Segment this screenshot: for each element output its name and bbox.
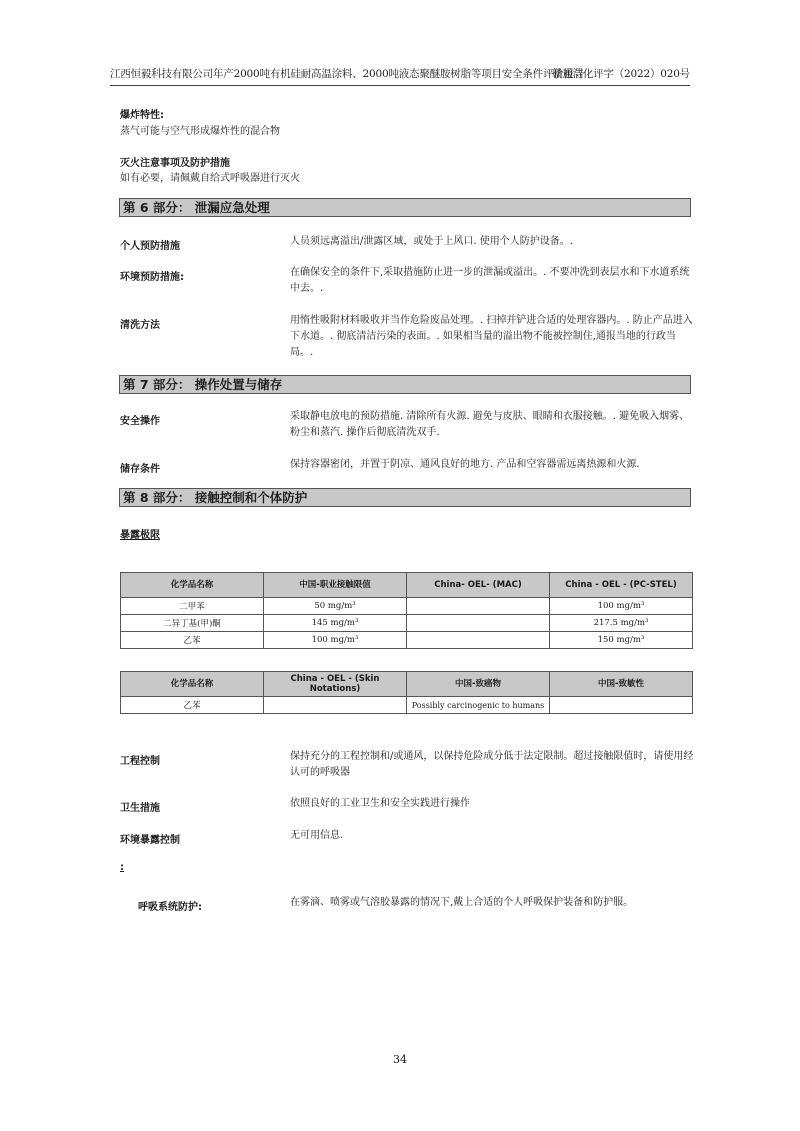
page-header <box>110 66 690 86</box>
personal-precautions-value: 人员须远离溢出/泄露区域，或处于上风口. 使用个人防护设备。. <box>290 236 573 247</box>
table-row <box>121 697 693 714</box>
header-ref: 赣通浔化评字（2022）020号 <box>551 68 690 80</box>
safe-handling-value: 采取静电放电的预防措施. 清除所有火源. 避免与皮肤、眼睛和衣服接触。. 避免吸入烟雾、粉尘和蒸汽. 操作后彻底清洗双手. <box>290 411 690 438</box>
table-cell <box>407 598 550 615</box>
table-cell: 100 mg/m³ <box>550 598 693 615</box>
table-cell: 150 mg/m³ <box>550 632 693 649</box>
environmental-precautions-label: 环境预防措施: <box>120 272 184 283</box>
storage-conditions-label: 储存条件 <box>120 464 160 475</box>
fire-text: 如有必要，请佩戴自给式呼吸器进行灭火 <box>120 173 300 184</box>
table-header-cell: 中国-致敏性 <box>550 672 693 697</box>
colon-mark: : <box>120 862 124 873</box>
respiratory-protection-label: 呼吸系统防护: <box>138 902 202 913</box>
table-row <box>121 615 693 632</box>
personal-precautions-label: 个人预防措施 <box>120 241 180 252</box>
cleanup-methods-value: 用惰性吸附材料吸收并当作危险废品处理。. 扫掉并铲进合适的处理容器内。. 防止产品进入下水道。. 彻底清洁污染的表面。. 如果相当量的溢出物不能被控制住,通报当地的行政当局。. <box>290 315 693 358</box>
page-number: 34 <box>393 1053 407 1066</box>
fire-title: 灭火注意事项及防护措施 <box>120 158 230 169</box>
table-cell <box>407 632 550 649</box>
table-cell <box>264 697 407 714</box>
explosion-text: 蒸气可能与空气形成爆炸性的混合物 <box>120 126 280 137</box>
hygiene-measures-value: 依照良好的工业卫生和安全实践进行操作 <box>290 798 470 809</box>
table-cell: 50 mg/m³ <box>264 598 407 615</box>
section-6-heading: 第 6 部分： 泄漏应急处理 <box>119 198 691 217</box>
table-header-cell: 化学品名称 <box>121 672 264 697</box>
exposure-limits-table <box>120 572 693 649</box>
table-row <box>121 632 693 649</box>
carcinogen-table <box>120 671 693 714</box>
table-header-row <box>121 672 693 697</box>
table-header-cell: 中国-职业接触限值 <box>264 573 407 598</box>
table-header-cell: China - OEL - (Skin Notations) <box>264 672 407 697</box>
table-cell: Possibly carcinogenic to humans <box>407 697 550 714</box>
respiratory-protection-value: 在雾滴、喷雾或气溶胶暴露的情况下,戴上合适的个人呼吸保护装备和防护服。 <box>290 897 634 908</box>
environmental-exposure-value: 无可用信息. <box>290 830 344 841</box>
engineering-controls-value: 保持充分的工程控制和/或通风，以保持危险成分低于法定限制。超过接触限值时，请使用经认可的呼吸器 <box>290 751 694 778</box>
environmental-exposure-label: 环境暴露控制 <box>120 835 180 846</box>
safe-handling-label: 安全操作 <box>120 416 160 427</box>
storage-conditions-value: 保持容器密闭，并置于阴凉、通风良好的地方. 产品和空容器需远离热源和火源. <box>290 459 640 470</box>
table-header-cell: 化学品名称 <box>121 573 264 598</box>
engineering-controls-label: 工程控制 <box>120 756 160 767</box>
section-8-heading: 第 8 部分： 接触控制和个体防护 <box>119 488 691 507</box>
table-header-cell: 中国-致癌物 <box>407 672 550 697</box>
cleanup-methods-label: 清洗方法 <box>120 320 160 331</box>
table-cell: 二异丁基(甲)酮 <box>121 615 264 632</box>
header-title: 江西恒毅科技有限公司年产2000吨有机硅耐高温涂料、2000吨液态聚醚胺树脂等项目安全条件评价报告 <box>110 68 585 80</box>
exposure-limits-title: 暴露极限 <box>120 530 160 541</box>
table-cell: 145 mg/m³ <box>264 615 407 632</box>
table-cell: 乙苯 <box>121 697 264 714</box>
section-7-heading: 第 7 部分： 操作处置与储存 <box>119 375 691 394</box>
table-cell: 二甲苯 <box>121 598 264 615</box>
table-cell <box>550 697 693 714</box>
hygiene-measures-label: 卫生措施 <box>120 803 160 814</box>
table-header-cell: China - OEL - (PC-STEL) <box>550 573 693 598</box>
table-cell: 100 mg/m³ <box>264 632 407 649</box>
table-header-cell: China- OEL- (MAC) <box>407 573 550 598</box>
environmental-precautions-value: 在确保安全的条件下,采取措施防止进一步的泄漏或溢出。. 不要冲洗到表层水和下水道系统中去。. <box>290 267 690 294</box>
table-cell: 乙苯 <box>121 632 264 649</box>
table-header-row <box>121 573 693 598</box>
table-cell: 217.5 mg/m³ <box>550 615 693 632</box>
table-cell <box>407 615 550 632</box>
table-row <box>121 598 693 615</box>
explosion-title: 爆炸特性: <box>120 110 164 121</box>
